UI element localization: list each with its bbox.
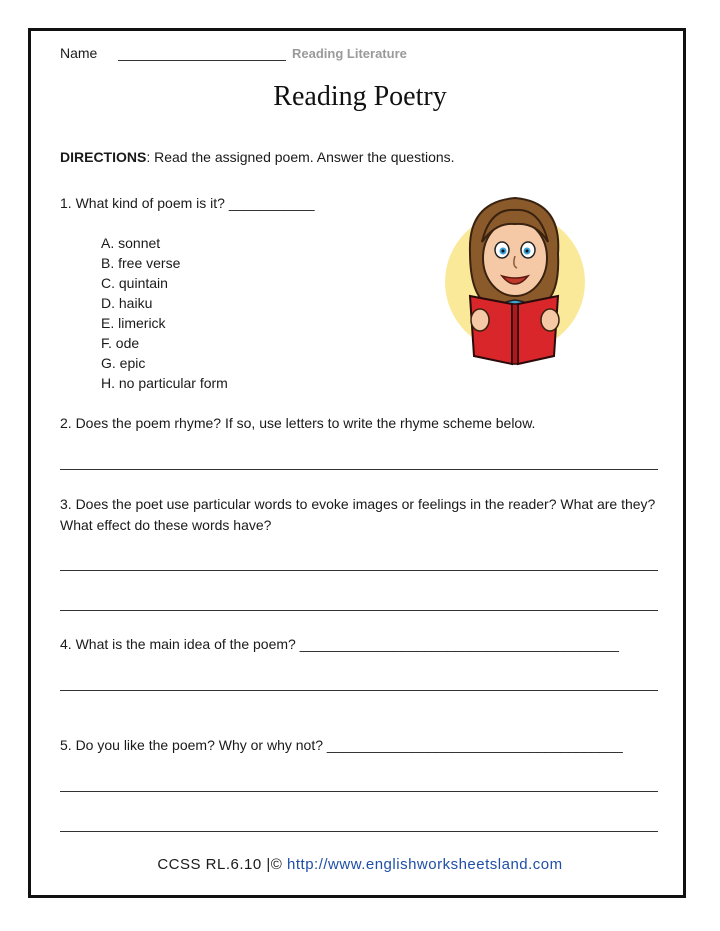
subject-label: Reading Literature — [292, 46, 407, 61]
question-4: 4. What is the main idea of the poem? _________________________________________ — [60, 636, 619, 652]
answer-line[interactable] — [60, 690, 658, 691]
name-input-line[interactable] — [118, 60, 286, 61]
footer — [0, 856, 720, 874]
question-5: 5. Do you like the poem? Why or why not? ______________________________________ — [60, 737, 623, 753]
question-3: 3. Does the poet use particular words to evoke images or feelings in the reader? What are they? What effect do these words have? — [60, 496, 656, 533]
woman-reading-book-illustration — [440, 192, 590, 372]
answer-line[interactable] — [60, 469, 658, 470]
name-label: Name — [60, 45, 98, 61]
answer-line[interactable] — [60, 831, 658, 832]
answer-line[interactable] — [60, 610, 658, 611]
answer-line[interactable] — [60, 570, 658, 571]
option-c: C. quintain — [101, 275, 168, 291]
directions — [60, 148, 455, 166]
option-d: D. haiku — [101, 295, 153, 311]
option-h: H. no particular form — [101, 375, 228, 391]
question-1: 1. What kind of poem is it? ___________ — [60, 195, 315, 211]
footer-standard: CCSS RL.6.10 |© — [157, 856, 283, 873]
option-f: F. ode — [101, 335, 140, 351]
option-e: E. limerick — [101, 315, 166, 331]
footer-link[interactable]: http://www.englishworksheetsland.com — [287, 856, 563, 873]
option-b: B. free verse — [101, 255, 181, 271]
directions-label: DIRECTIONS — [60, 149, 147, 165]
option-g: G. epic — [101, 355, 146, 371]
answer-line[interactable] — [60, 791, 658, 792]
directions-text: : Read the assigned poem. Answer the questions. — [146, 149, 455, 165]
page-title: Reading Poetry — [273, 81, 447, 112]
option-a: A. sonnet — [101, 235, 161, 251]
question-2: 2. Does the poem rhyme? If so, use letters to write the rhyme scheme below. — [60, 415, 536, 431]
